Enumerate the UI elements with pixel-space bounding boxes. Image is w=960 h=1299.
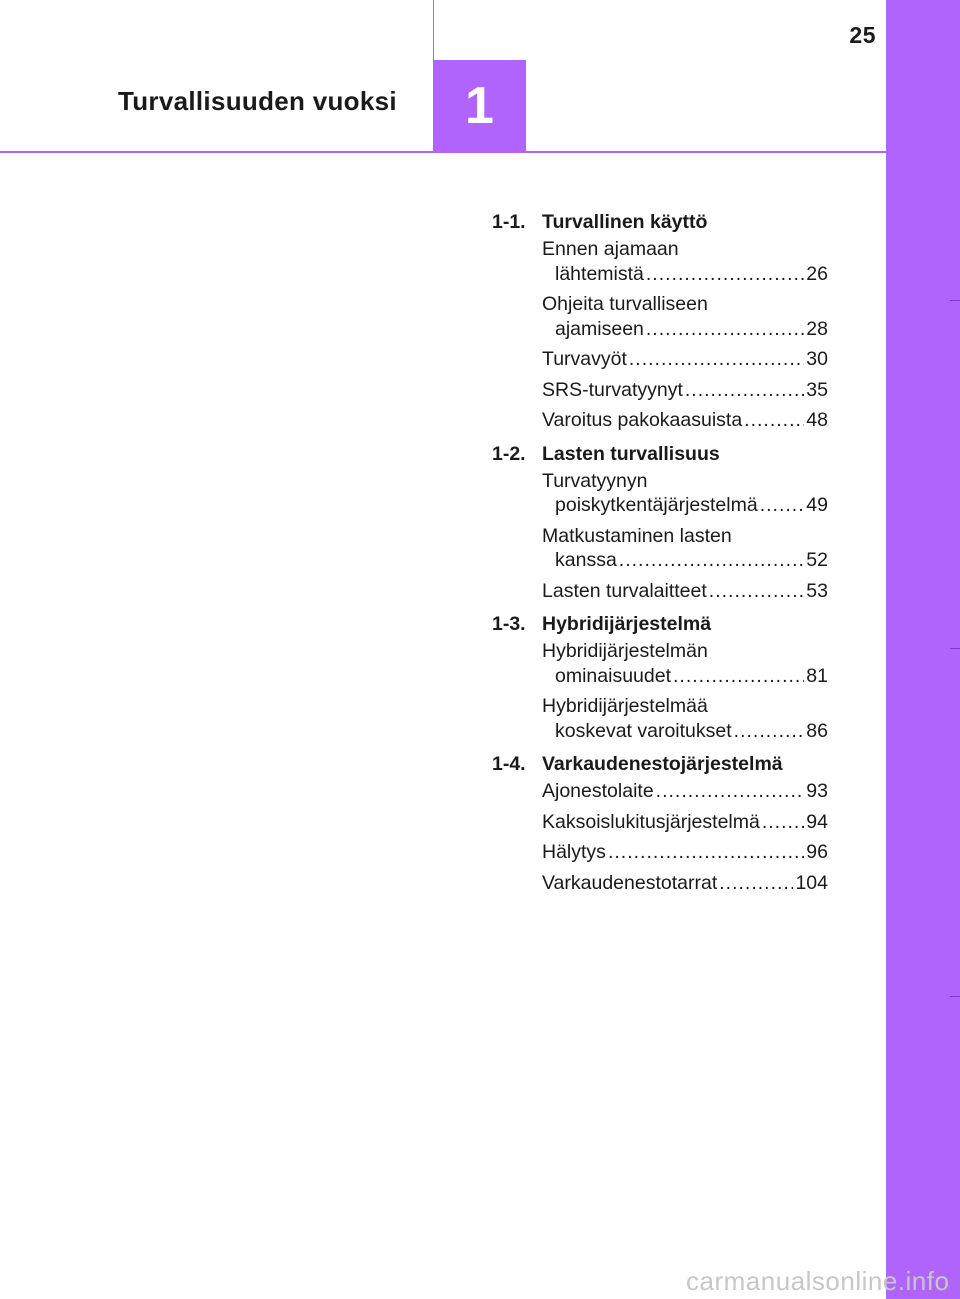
toc-entry[interactable] xyxy=(542,524,828,573)
entry-page-number: 48 xyxy=(806,409,828,431)
toc-entry[interactable] xyxy=(542,840,828,865)
crop-mark xyxy=(950,300,960,301)
entry-label: Turvatyynyn xyxy=(542,469,648,492)
entry-label: Lasten turvalaitteet xyxy=(542,579,707,602)
section-number: 1-4. xyxy=(492,753,526,775)
dot-leader xyxy=(709,579,805,604)
toc-entry[interactable] xyxy=(542,378,828,403)
crop-mark xyxy=(950,648,960,649)
header-divider xyxy=(433,0,434,60)
chapter-sidebar-tab xyxy=(886,0,960,1299)
section-title: Hybridijärjestelmä xyxy=(542,613,712,635)
entry-page-number: 86 xyxy=(806,719,828,742)
chapter-title: Turvallisuuden vuoksi xyxy=(118,86,397,116)
entry-page-number: 93 xyxy=(806,780,828,802)
entry-label-continued: poiskytkentäjärjestelmä xyxy=(555,494,758,516)
section-title: Lasten turvallisuus xyxy=(542,442,720,465)
toc-entry[interactable] xyxy=(542,579,828,604)
dot-leader xyxy=(656,779,805,804)
entry-label: Kaksoislukitusjärjestelmä xyxy=(542,810,760,833)
toc-entry[interactable] xyxy=(542,779,828,804)
entry-page-number: 81 xyxy=(806,664,828,687)
dot-leader xyxy=(608,840,804,865)
page-number: 25 xyxy=(849,22,876,48)
dot-leader xyxy=(619,548,805,573)
entry-page-number: 104 xyxy=(795,871,828,894)
toc-section xyxy=(492,610,828,743)
entry-page-number: 26 xyxy=(806,262,828,285)
toc-entry[interactable] xyxy=(542,810,828,835)
toc-section xyxy=(492,208,828,433)
dot-leader xyxy=(760,493,805,518)
section-heading[interactable] xyxy=(492,440,828,469)
table-of-contents xyxy=(492,208,828,902)
toc-entry[interactable] xyxy=(542,469,828,518)
dot-leader xyxy=(762,810,804,835)
section-number: 1-2. xyxy=(492,442,526,465)
watermark: carmanualsonline.info xyxy=(686,1266,950,1296)
entry-label: Matkustaminen lasten xyxy=(542,524,732,547)
entry-label: Varkaudenestotarrat xyxy=(542,871,718,894)
toc-entry[interactable] xyxy=(542,347,828,372)
entry-label-continued: kanssa xyxy=(555,549,617,571)
entry-label: Varoitus pakokaasuista xyxy=(542,409,743,431)
entry-label-continued: ominaisuudet xyxy=(555,664,671,687)
entry-page-number: 53 xyxy=(806,579,828,602)
entry-label: Hybridijärjestelmän xyxy=(542,640,708,662)
entry-page-number: 28 xyxy=(806,317,828,340)
entry-page-number: 35 xyxy=(806,378,828,401)
entry-page-number: 52 xyxy=(806,549,828,571)
dot-leader xyxy=(673,664,804,689)
dot-leader xyxy=(685,378,804,403)
dot-leader xyxy=(629,347,804,372)
toc-entry[interactable] xyxy=(542,871,828,896)
section-title: Varkaudenestojärjestelmä xyxy=(542,753,783,775)
toc-entry[interactable] xyxy=(542,292,828,341)
entry-label: Ajonestolaite xyxy=(542,780,654,802)
entry-label-continued: koskevat varoitukset xyxy=(555,719,732,742)
crop-mark xyxy=(950,996,960,997)
dot-leader xyxy=(744,408,804,433)
section-heading[interactable] xyxy=(492,610,828,639)
section-number: 1-1. xyxy=(492,211,526,233)
entry-label: Hybridijärjestelmää xyxy=(542,695,708,717)
dot-leader xyxy=(646,262,804,287)
entry-label: Ohjeita turvalliseen xyxy=(542,293,708,315)
entry-page-number: 49 xyxy=(806,494,828,516)
entry-page-number: 30 xyxy=(806,348,828,370)
toc-section xyxy=(492,440,828,604)
section-number: 1-3. xyxy=(492,613,526,635)
dot-leader xyxy=(719,871,793,896)
section-heading[interactable] xyxy=(492,750,828,779)
entry-label: Turvavyöt xyxy=(542,348,627,370)
entry-label-continued: ajamiseen xyxy=(555,317,644,340)
dot-leader xyxy=(734,719,805,744)
chapter-number-box: 1 xyxy=(433,60,526,152)
entry-page-number: 94 xyxy=(806,810,828,833)
section-heading[interactable] xyxy=(492,208,828,237)
toc-entry[interactable] xyxy=(542,694,828,743)
dot-leader xyxy=(646,317,804,342)
toc-entry[interactable] xyxy=(542,639,828,688)
entry-label: SRS-turvatyynyt xyxy=(542,378,683,401)
entry-label: Ennen ajamaan xyxy=(542,238,679,260)
entry-label-continued: lähtemistä xyxy=(555,262,644,285)
entry-page-number: 96 xyxy=(806,841,828,863)
entry-label: Hälytys xyxy=(542,841,606,863)
toc-entry[interactable] xyxy=(542,237,828,286)
toc-entry[interactable] xyxy=(542,408,828,433)
section-title: Turvallinen käyttö xyxy=(542,211,708,233)
toc-section xyxy=(492,750,828,895)
